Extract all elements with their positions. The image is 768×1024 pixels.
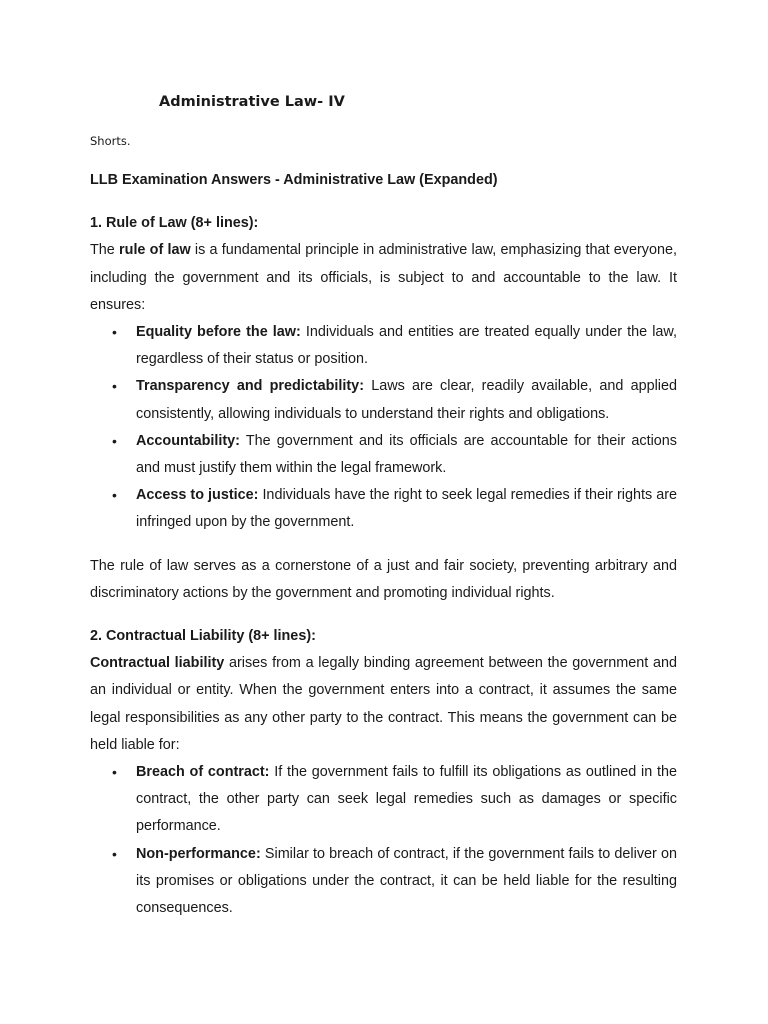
document-subtitle: Shorts. [90,134,131,148]
list-item: • Non-performance: Similar to breach of contract, if the government fails to deliver on its promises or obligations under the contract, it can be held liable for the resulting consequences. [90,841,677,923]
section-1-conclusion: The rule of law serves as a cornerstone of a just and fair society, preventing arbitrary and discriminatory actions by the government and promoting individual rights. [90,557,677,601]
section-2-intro: Contractual liability arises from a legally binding agreement between the government and an individual or entity. When the government enters into a contract, it assumes the same legal responsibilities as any other party to the contract. This means the government can be held liable for: [90,655,678,753]
section-1-intro: The rule of law is a fundamental principle in administrative law, emphasizing that everyone, including the government and its officials, is subject to and accountable to the law. It ensures: [90,242,677,313]
list-item: • Access to justice: Individuals have the right to seek legal remedies if their rights are infringed upon by the government. [90,482,677,536]
main-heading: LLB Examination Answers - Administrative Law (Expanded) [90,172,498,188]
section-1-heading: 1. Rule of Law (8+ lines): [90,215,259,232]
document-title: Administrative Law- IV [159,94,345,110]
section-2-list [90,759,677,922]
list-item: • Breach of contract: If the government fails to fulfill its obligations as outlined in the contract, the other party can seek legal remedies such as damages or specific performance. [90,759,677,841]
list-item: • Equality before the law: Individuals and entities are treated equally under the law, regardless of their status or position. [90,319,677,373]
list-item: • Transparency and predictability: Laws are clear, readily available, and applied consistently, allowing individuals to understand their rights and obligations. [90,373,677,427]
document-body [90,167,677,922]
list-item: • Accountability: The government and its officials are accountable for their actions and must justify them within the legal framework. [90,428,677,482]
section-1-list [90,319,677,537]
section-2-heading: 2. Contractual Liability (8+ lines): [90,628,316,645]
